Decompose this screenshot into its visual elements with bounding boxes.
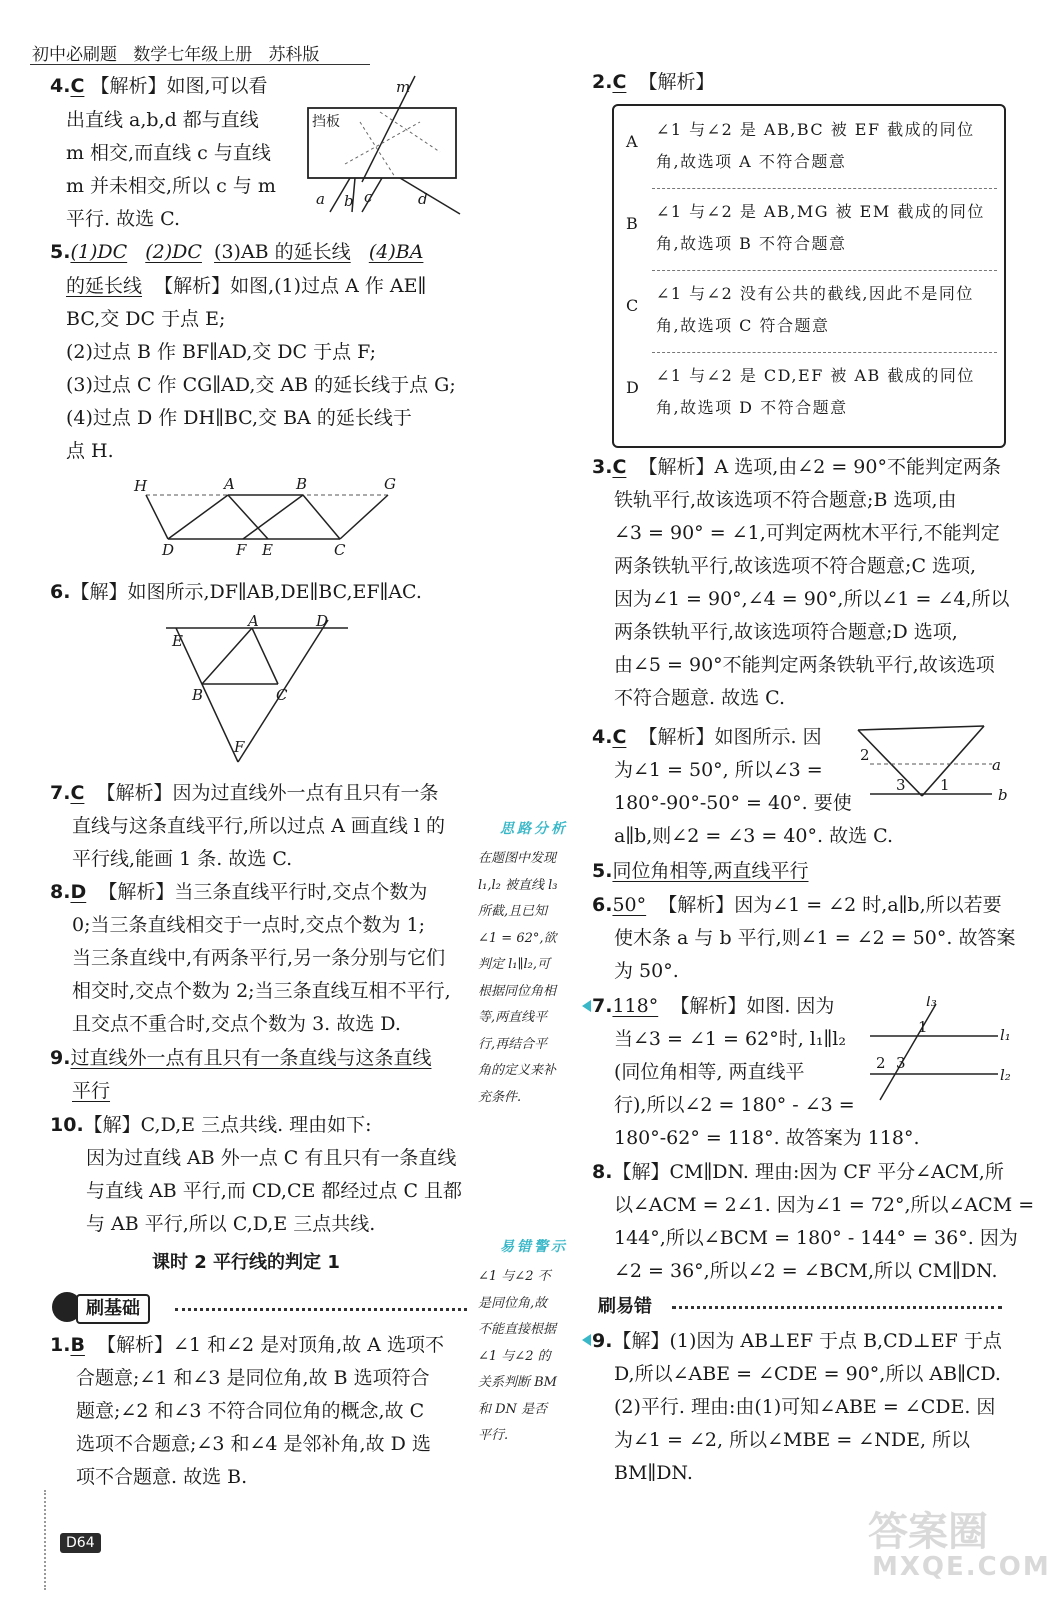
q8-line3: 当三条直线中,有两条平行,另一条分别与它们 bbox=[72, 947, 446, 969]
watermark-url: MXQE.COM bbox=[872, 1552, 1051, 1582]
svg-text:d: d bbox=[418, 190, 428, 208]
svg-text:D: D bbox=[162, 541, 175, 559]
q9-line1: 9.过直线外一点有且只有一条直线与这条直线 bbox=[50, 1047, 432, 1069]
sidebar-analysis-notes: 在题图中发现 l₁,l₂ 被直线 l₃ 所截,且已知 ∠1 = 62°,欲 判定 l₁∥l₂,可 根据同位角相 等,两直线平 行,再结合平 角的定义来补 充条件. bbox=[478, 851, 558, 1105]
svg-text:H: H bbox=[134, 477, 148, 495]
q3-line8: 不符合题意. 故选 C. bbox=[614, 687, 786, 709]
q9r-line2: D,所以∠ABE = ∠CDE = 90°,所以 AB∥CD. bbox=[614, 1363, 1001, 1385]
q7r-line5: 180°-62° = 118°. 故答案为 118°. bbox=[614, 1127, 920, 1149]
svg-text:b: b bbox=[344, 192, 354, 210]
b1-line1: 1.B 【解析】∠1 和∠2 是对顶角,故 A 选项不 bbox=[50, 1334, 444, 1356]
q3-line5: 因为∠1 = 90°,∠4 = 90°,所以∠1 = ∠4,所以 bbox=[614, 588, 1010, 610]
q2-line1: 2.C 【解析】 bbox=[592, 71, 715, 93]
q3-line1: 3.C 【解析】A 选项,由∠2 = 90°不能判定两条 bbox=[592, 456, 1001, 478]
q9-line2: 平行 bbox=[72, 1080, 111, 1102]
q4r-line2: 为∠1 = 50°, 所以∠3 = bbox=[614, 759, 823, 781]
q9r-line1: 9.【解】(1)因为 AB⊥EF 于点 B,CD⊥EF 于点 bbox=[592, 1330, 1002, 1352]
q7r-line4: 行),所以∠2 = 180° - ∠3 = bbox=[614, 1094, 855, 1116]
book-subject: 数学七年级上册 bbox=[133, 45, 253, 65]
q4-line3: m 相交,而直线 c 与直线 bbox=[66, 142, 271, 164]
q10-line3: 与直线 AB 平行,而 CD,CE 都经过点 C 且都 bbox=[86, 1180, 463, 1202]
svg-text:C: C bbox=[276, 686, 288, 704]
svg-text:B: B bbox=[296, 475, 308, 493]
q5-line1: 5.(1)DC (2)DC (3)AB 的延长线 (4)BA bbox=[50, 241, 424, 263]
svg-text:G: G bbox=[384, 475, 396, 493]
q10-line4: 与 AB 平行,所以 C,D,E 三点共线. bbox=[86, 1213, 376, 1235]
q4r-line3: 180°-90°-50° = 40°. 要使 bbox=[614, 792, 852, 814]
svg-text:3: 3 bbox=[896, 1054, 906, 1072]
q3-line6: 两条铁轨平行,故该选项符合题意;D 选项, bbox=[614, 621, 958, 643]
q4-line1: 4.C 【解析】如图,可以看 bbox=[50, 75, 268, 97]
margin-dotted-rule bbox=[44, 1490, 46, 1590]
q4r-line1: 4.C 【解析】如图所示. 因 bbox=[592, 726, 822, 748]
lesson-title: 课时 2 平行线的判定 1 bbox=[152, 1252, 340, 1273]
svg-text:2: 2 bbox=[860, 746, 870, 764]
q7-line1: 7.C 【解析】因为过直线外一点有且只有一条 bbox=[50, 782, 439, 804]
q5-line3: BC,交 DC 于点 E; bbox=[66, 308, 226, 330]
q8r-line2: 以∠ACM = 2∠1. 因为∠1 = 72°,所以∠ACM = bbox=[614, 1194, 1035, 1216]
q2-option-table bbox=[612, 104, 1006, 448]
table-row: B ∠1 与∠2 是 AB,MG 被 EM 截成的同位角,故选项 B 不符合题意 bbox=[626, 202, 985, 253]
q3-line3: ∠3 = 90° = ∠1,可判定两枕木平行,不能判定 bbox=[614, 522, 1000, 544]
q4-figure bbox=[300, 72, 470, 222]
q5-line2: 的延长线 【解析】如图,(1)过点 A 作 AE∥ bbox=[66, 275, 427, 297]
b1-line3: 题意;∠2 和∠3 不符合同位角的概念,故 C bbox=[76, 1400, 425, 1422]
svg-text:F: F bbox=[234, 738, 245, 756]
svg-text:A: A bbox=[224, 475, 235, 493]
pointer-arrow-icon bbox=[582, 1334, 591, 1346]
q9r-line4: 为∠1 = ∠2, 所以∠MBE = ∠NDE, 所以 bbox=[614, 1429, 971, 1451]
table-row: C ∠1 与∠2 没有公共的截线,因此不是同位角,故选项 C 符合题意 bbox=[626, 284, 974, 335]
section-dotted-rule bbox=[175, 1308, 467, 1311]
q4-line5: 平行. 故选 C. bbox=[66, 208, 181, 230]
b1-line4: 选项不合题意;∠3 和∠4 是邻补角,故 D 选 bbox=[76, 1433, 431, 1455]
q7-line3: 平行线,能画 1 条. 故选 C. bbox=[72, 848, 293, 870]
sidebar-heading-analysis: 思路分析 bbox=[500, 821, 568, 837]
q8r-line1: 8.【解】CM∥DN. 理由:因为 CF 平分∠ACM,所 bbox=[592, 1161, 1004, 1183]
q8-line2: 0;当三条直线相交于一点时,交点个数为 1; bbox=[72, 914, 426, 936]
svg-text:2: 2 bbox=[876, 1054, 886, 1072]
q9r-line5: BM∥DN. bbox=[614, 1462, 693, 1484]
q5-figure bbox=[128, 475, 408, 560]
watermark-logo: 答案圈 bbox=[868, 1509, 988, 1555]
svg-text:m: m bbox=[396, 78, 411, 96]
table-row: A ∠1 与∠2 是 AB,BC 被 EF 截成的同位角,故选项 A 不符合题意 bbox=[626, 120, 975, 171]
q8r-line4: ∠2 = 36°,所以∠2 = ∠BCM,所以 CM∥DN. bbox=[614, 1260, 998, 1282]
q10-line1: 10.【解】C,D,E 三点共线. 理由如下: bbox=[50, 1114, 372, 1136]
section-label-errors: 刷易错 bbox=[598, 1296, 652, 1317]
table-row: D ∠1 与∠2 是 CD,EF 被 AB 截成的同位角,故选项 D 不符合题意 bbox=[626, 366, 975, 417]
svg-text:E: E bbox=[262, 541, 273, 559]
section-dotted-rule bbox=[672, 1306, 1002, 1309]
q6r-line2: 使木条 a 与 b 平行,则∠1 = ∠2 = 50°. 故答案 bbox=[614, 927, 1016, 949]
b1-line2: 合题意;∠1 和∠3 是同位角,故 B 选项符合 bbox=[76, 1367, 430, 1389]
q5r-line1: 5.同位角相等,两直线平行 bbox=[592, 860, 809, 882]
svg-text:l₁: l₁ bbox=[1000, 1026, 1011, 1044]
q6r-line3: 为 50°. bbox=[614, 960, 679, 982]
q6r-line1: 6.50° 【解析】因为∠1 = ∠2 时,a∥b,所以若要 bbox=[592, 894, 1002, 916]
q3-line4: 两条铁轨平行,故该选项不符合题意;C 选项, bbox=[614, 555, 977, 577]
svg-text:B: B bbox=[192, 686, 204, 704]
q4r-line4: a∥b,则∠2 = ∠3 = 40°. 故选 C. bbox=[614, 825, 894, 847]
book-title: 初中必刷题 bbox=[32, 45, 117, 65]
q3-line7: 由∠5 = 90°不能判定两条铁轨平行,故该选项 bbox=[614, 654, 995, 676]
svg-text:E: E bbox=[172, 632, 183, 650]
q7-line2: 直线与这条直线平行,所以过点 A 画直线 l 的 bbox=[72, 815, 445, 837]
page-number: D64 bbox=[60, 1533, 101, 1553]
board-label: 挡板 bbox=[312, 114, 340, 130]
q7r-line1: 7.118° 【解析】如图. 因为 bbox=[592, 995, 835, 1017]
q5-line5: (3)过点 C 作 CG∥AD,交 AB 的延长线于点 G; bbox=[66, 374, 456, 396]
book-edition: 苏科版 bbox=[268, 45, 320, 65]
header-rule bbox=[30, 64, 370, 65]
q6-line1: 6.【解】如图所示,DF∥AB,DE∥BC,EF∥AC. bbox=[50, 581, 422, 603]
sidebar-warning-notes: ∠1 与∠2 不 是同位角,故 不能直接根据 ∠1 与∠2 的 关系判断 BM 和 DN 是否 平行. bbox=[478, 1269, 557, 1443]
q8-line1: 8.D 【解析】当三条直线平行时,交点个数为 bbox=[50, 881, 428, 903]
q3-line2: 铁轨平行,故该选项不符合题意;B 选项,由 bbox=[614, 489, 957, 511]
q7r-figure bbox=[862, 996, 1022, 1106]
pointer-arrow-icon bbox=[582, 1000, 591, 1012]
q4r-figure bbox=[852, 718, 1022, 808]
svg-text:l₃: l₃ bbox=[926, 996, 937, 1010]
q8-line5: 且交点不重合时,交点个数为 3. 故选 D. bbox=[72, 1013, 401, 1035]
q8r-line3: 144°,所以∠BCM = 180° - 144° = 36°. 因为 bbox=[614, 1227, 1018, 1249]
svg-text:a: a bbox=[992, 756, 1001, 774]
svg-text:a: a bbox=[316, 190, 325, 208]
svg-text:1: 1 bbox=[918, 1018, 928, 1036]
svg-text:C: C bbox=[334, 541, 346, 559]
q9r-line3: (2)平行. 理由:由(1)可知∠ABE = ∠CDE. 因 bbox=[614, 1396, 996, 1418]
q5-line4: (2)过点 B 作 BF∥AD,交 DC 于点 F; bbox=[66, 341, 377, 363]
q7r-line3: (同位角相等, 两直线平 bbox=[614, 1061, 805, 1083]
q4-line2: 出直线 a,b,d 都与直线 bbox=[66, 109, 259, 131]
svg-text:l₂: l₂ bbox=[1000, 1066, 1011, 1084]
running-header bbox=[32, 40, 319, 65]
sidebar-heading-warning: 易错警示 bbox=[500, 1239, 568, 1255]
q5-line6: (4)过点 D 作 DH∥BC,交 BA 的延长线于 bbox=[66, 407, 412, 429]
q6-figure bbox=[160, 612, 360, 767]
q7r-line2: 当∠3 = ∠1 = 62°时, l₁∥l₂ bbox=[614, 1028, 846, 1050]
svg-text:D: D bbox=[316, 612, 329, 630]
q8-line4: 相交时,交点个数为 2;当三条直线互相不平行, bbox=[72, 980, 451, 1002]
section-label-basic: 刷基础 bbox=[76, 1294, 150, 1324]
svg-text:c: c bbox=[364, 188, 373, 206]
svg-text:b: b bbox=[998, 786, 1008, 804]
svg-text:1: 1 bbox=[940, 776, 950, 794]
svg-text:F: F bbox=[236, 541, 247, 559]
q5-line7: 点 H. bbox=[66, 440, 114, 462]
svg-text:A: A bbox=[248, 612, 259, 630]
q10-line2: 因为过直线 AB 外一点 C 有且只有一条直线 bbox=[86, 1147, 457, 1169]
b1-line5: 项不合题意. 故选 B. bbox=[76, 1466, 248, 1488]
q4-line4: m 并未相交,所以 c 与 m bbox=[66, 175, 276, 197]
svg-text:3: 3 bbox=[896, 776, 906, 794]
